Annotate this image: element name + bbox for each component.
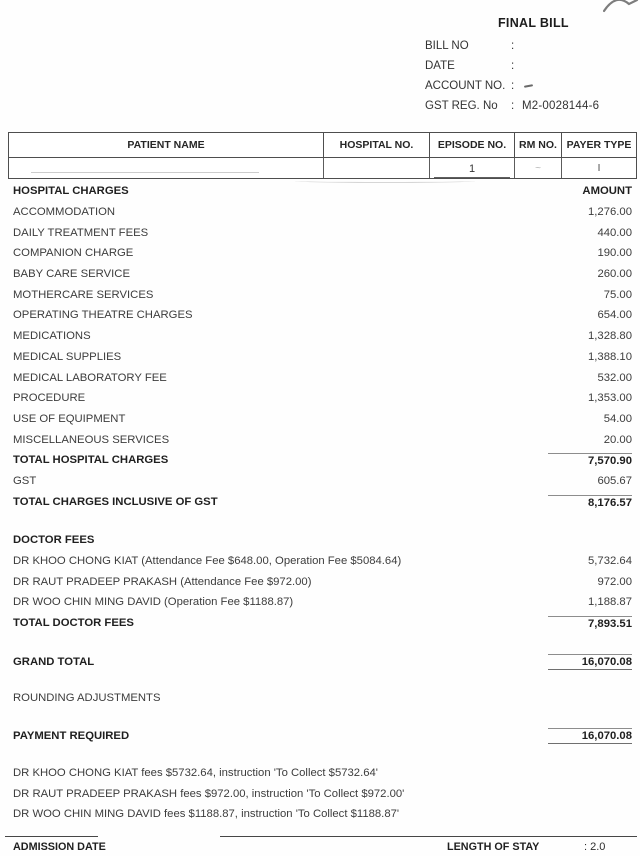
document-title: FINAL BILL <box>498 16 569 30</box>
bill-row <box>13 613 632 634</box>
bill-row <box>13 222 632 243</box>
bill-row-amount: 75.00 <box>603 288 632 301</box>
bill-row-amount: 16,070.08 <box>548 654 632 670</box>
pen-stroke-artifact <box>603 0 639 13</box>
bill-row-label: HOSPITAL CHARGES <box>13 185 129 198</box>
bill-row-label: ROUNDING ADJUSTMENTS <box>13 692 161 705</box>
bill-row-amount: AMOUNT <box>582 185 632 198</box>
bill-row-amount: 1,276.00 <box>588 206 632 219</box>
bill-row <box>13 471 632 492</box>
bill-row-amount: 7,893.51 <box>548 616 632 630</box>
date-label: DATE <box>425 60 455 72</box>
episode-no-cell <box>430 158 515 178</box>
bill-row-amount: 260.00 <box>597 268 632 281</box>
rm-no-smudge: ~ <box>535 162 541 174</box>
date-colon: : <box>511 60 515 72</box>
bill-row-label: GRAND TOTAL <box>13 655 95 668</box>
bill-row <box>13 202 632 223</box>
bill-row-label: DR KHOO CHONG KIAT (Attendance Fee $648.00, Operation Fee $5084.64) <box>13 555 402 568</box>
bill-row <box>13 763 632 784</box>
col-header-patient-name: PATIENT NAME <box>9 133 324 158</box>
bill-row-label: DR KHOO CHONG KIAT fees $5732.64, instruction 'To Collect $5732.64' <box>13 766 378 779</box>
bill-row-amount: 5,732.64 <box>588 555 632 568</box>
bill-row-label: COMPANION CHARGE <box>13 247 134 260</box>
patient-name-cell <box>9 158 324 178</box>
gst-reg-label: GST REG. No <box>425 100 498 112</box>
bill-row <box>13 388 632 409</box>
redaction-line <box>31 172 259 173</box>
bill-row-label: OPERATING THEATRE CHARGES <box>13 309 193 322</box>
bill-row-label: MEDICATIONS <box>13 330 91 343</box>
rm-no-cell <box>515 158 562 178</box>
bill-row <box>13 571 632 592</box>
payer-type-cell <box>562 158 636 178</box>
bill-row <box>13 181 632 202</box>
footer-rule-left <box>5 836 98 837</box>
bill-row-amount: 440.00 <box>597 226 632 239</box>
bill-row-label: DOCTOR FEES <box>13 534 95 547</box>
bill-no-label: BILL NO <box>425 40 469 52</box>
bill-row <box>13 688 632 709</box>
bill-row <box>13 450 632 471</box>
bill-row-amount: 654.00 <box>597 309 632 322</box>
bill-row <box>13 305 632 326</box>
bill-row-label: MEDICAL LABORATORY FEE <box>13 371 167 384</box>
bill-row-label: USE OF EQUIPMENT <box>13 412 126 425</box>
bill-row-amount: 605.67 <box>597 474 632 487</box>
bill-row-label: BABY CARE SERVICE <box>13 268 130 281</box>
bill-row-amount: 1,188.87 <box>588 596 632 609</box>
col-header-payer-type: PAYER TYPE <box>562 133 636 158</box>
bill-row <box>13 530 632 551</box>
footer-rule-right <box>220 836 637 837</box>
bill-row-label: GST <box>13 474 37 487</box>
bill-row <box>13 804 632 825</box>
bill-row-amount: 1,328.80 <box>588 330 632 343</box>
bill-row-label: DAILY TREATMENT FEES <box>13 226 149 239</box>
bill-row <box>13 651 632 672</box>
bill-row-label: PROCEDURE <box>13 392 86 405</box>
bill-row-label: TOTAL CHARGES INCLUSIVE OF GST <box>13 495 218 508</box>
bill-row-amount: 7,570.90 <box>548 453 632 467</box>
bill-row-amount: 1,353.00 <box>588 392 632 405</box>
bill-row-label: TOTAL DOCTOR FEES <box>13 617 134 630</box>
bill-row-amount: 190.00 <box>597 247 632 260</box>
bill-row-label: DR WOO CHIN MING DAVID (Operation Fee $1188.87) <box>13 596 294 609</box>
length-of-stay-label: LENGTH OF STAY <box>447 841 540 853</box>
bill-row-label: DR RAUT PRADEEP PRAKASH fees $972.00, instruction 'To Collect $972.00' <box>13 787 405 800</box>
gst-reg-field <box>425 96 638 116</box>
bill-row <box>13 592 632 613</box>
bill-row <box>13 264 632 285</box>
bill-row <box>13 367 632 388</box>
account-no-label: ACCOUNT NO. <box>425 80 506 92</box>
bill-row <box>13 284 632 305</box>
bill-row-amount: 1,388.10 <box>588 350 632 363</box>
bill-row-amount: 54.00 <box>603 412 632 425</box>
gst-reg-value: M2-0028144-6 <box>522 100 600 112</box>
page-footer <box>0 834 640 856</box>
bill-row <box>13 409 632 430</box>
redaction-mark <box>524 84 533 88</box>
bill-row <box>13 726 632 747</box>
col-header-rm-no: RM NO. <box>515 133 562 158</box>
bill-row <box>13 326 632 347</box>
bill-row <box>13 551 632 572</box>
bill-row <box>13 347 632 368</box>
hospital-no-cell <box>324 158 430 178</box>
bill-row-label: DR WOO CHIN MING DAVID fees $1188.87, instruction 'To Collect $1188.87' <box>13 808 400 821</box>
length-of-stay-value: : 2.0 <box>584 841 606 853</box>
col-header-hospital-no: HOSPITAL NO. <box>324 133 430 158</box>
account-no-colon: : <box>511 80 515 92</box>
bill-row-amount: 16,070.08 <box>548 728 632 744</box>
col-header-episode-no: EPISODE NO. <box>430 133 515 158</box>
bill-row-label: MOTHERCARE SERVICES <box>13 288 154 301</box>
bill-row <box>13 243 632 264</box>
payer-type-value: I <box>597 162 601 174</box>
bill-row <box>13 429 632 450</box>
bill-row-amount: 20.00 <box>603 433 632 446</box>
date-field <box>425 56 638 76</box>
gst-reg-colon: : <box>511 100 515 112</box>
bill-row-amount: 972.00 <box>597 575 632 588</box>
bill-row-label: DR RAUT PRADEEP PRAKASH (Attendance Fee $972.00) <box>13 575 312 588</box>
bill-row-label: ACCOMMODATION <box>13 206 116 219</box>
bill-no-colon: : <box>511 40 515 52</box>
bill-row-amount: 8,176.57 <box>548 495 632 509</box>
bill-row-label: TOTAL HOSPITAL CHARGES <box>13 454 169 467</box>
bill-header-fields <box>425 36 638 116</box>
admission-date-label: ADMISSION DATE <box>13 841 106 853</box>
bill-no-field <box>425 36 638 56</box>
patient-info-table <box>8 132 637 179</box>
bill-row <box>13 783 632 804</box>
account-no-field <box>425 76 638 96</box>
bill-row-label: PAYMENT REQUIRED <box>13 730 130 743</box>
charges-list <box>13 181 632 825</box>
bill-row-label: MEDICAL SUPPLIES <box>13 350 122 363</box>
bill-row-amount: 532.00 <box>597 371 632 384</box>
bill-row-label: MISCELLANEOUS SERVICES <box>13 433 170 446</box>
bill-row <box>13 491 632 512</box>
episode-no-value: 1 <box>434 161 510 178</box>
